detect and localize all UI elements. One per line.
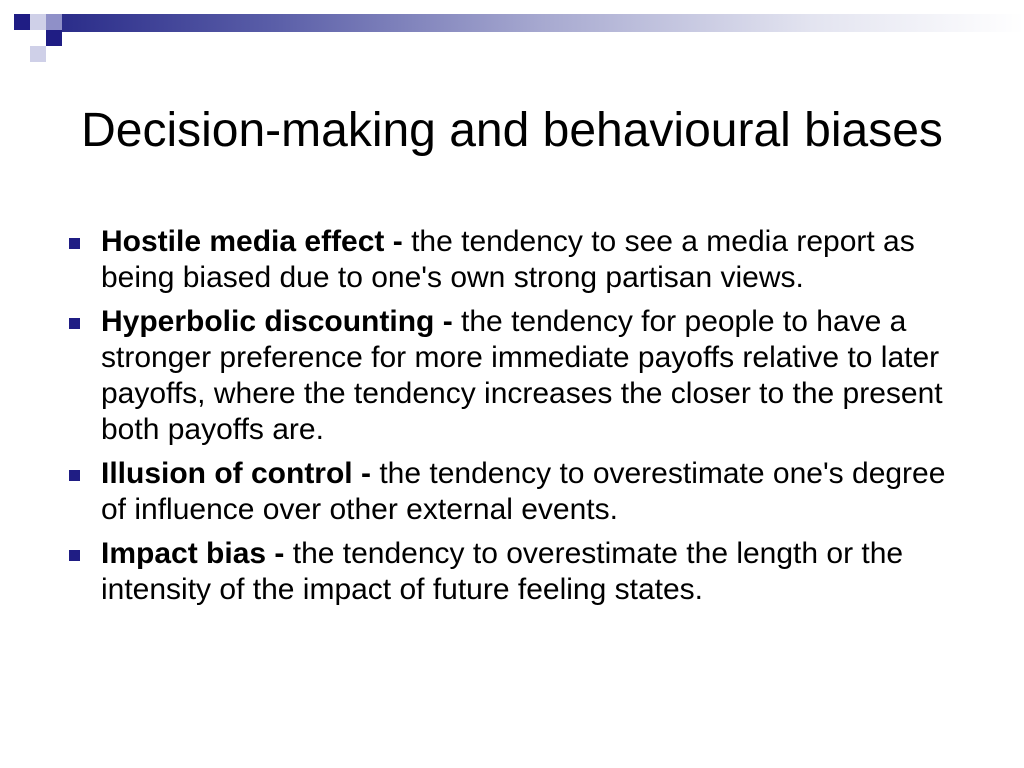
bullet-list	[60, 224, 970, 616]
square-bullet-icon	[69, 238, 80, 249]
bullet-definition: the tendency to see a media report as being biased due to one's own strong partisan views.	[101, 225, 915, 294]
deco-square-icon	[30, 14, 46, 30]
bullet-item	[60, 304, 970, 448]
header-gradient-band	[62, 14, 1024, 32]
square-bullet-icon	[69, 318, 80, 329]
deco-square-icon	[14, 14, 30, 30]
bullet-term: Hyperbolic discounting -	[101, 305, 453, 338]
bullet-item	[60, 224, 970, 296]
bullet-term: Hostile media effect -	[101, 225, 403, 258]
bullet-definition: the tendency to overestimate one's degree of influence over other external events.	[101, 457, 946, 526]
deco-square-icon	[46, 14, 62, 30]
bullet-item	[60, 456, 970, 528]
bullet-term: Illusion of control -	[101, 457, 371, 490]
bullet-item	[60, 536, 970, 608]
square-bullet-icon	[69, 470, 80, 481]
bullet-term: Impact bias -	[101, 537, 285, 570]
bullet-definition: the tendency to overestimate the length or the intensity of the impact of future feeling states.	[101, 537, 904, 606]
header-decoration	[0, 0, 1024, 60]
slide-title: Decision-making and behavioural biases	[81, 104, 943, 158]
square-bullet-icon	[69, 550, 80, 561]
bullet-definition: the tendency for people to have a stronger preference for more immediate payoffs relative to later payoffs, where the tendency increases the closer to the present both payoffs are.	[101, 305, 943, 446]
deco-square-icon	[30, 46, 46, 62]
deco-square-icon	[46, 30, 62, 46]
